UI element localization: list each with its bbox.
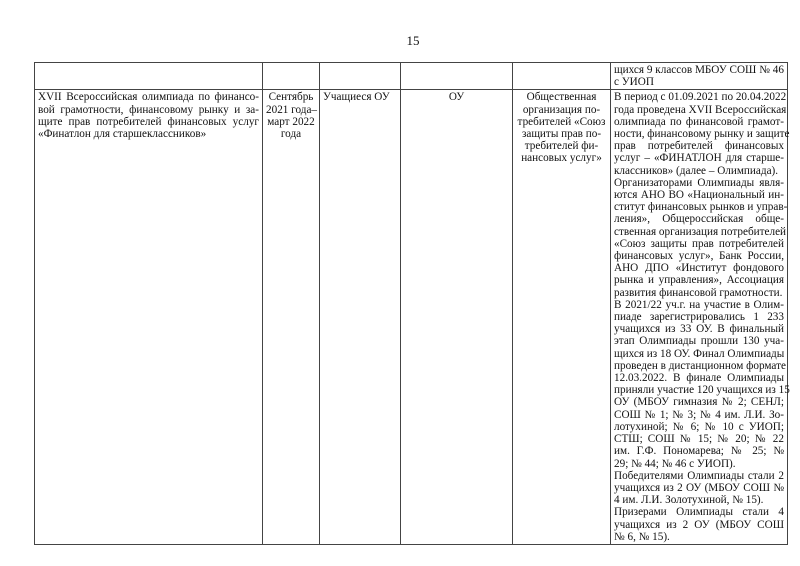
paragraph	[323, 91, 397, 103]
text-line: 2021 года–	[266, 103, 318, 116]
table-row-finatlon	[35, 90, 788, 545]
text-line: Призерами Олимпиады стали 4	[614, 506, 784, 519]
text-line: № 6, № 15).	[614, 530, 670, 543]
cell-event	[35, 90, 263, 545]
paragraph	[614, 64, 784, 88]
text-line: «Финатлон для старшеклассников»	[38, 128, 207, 141]
text-line: защиты прав по-	[521, 128, 602, 141]
text-line: 4 им. Л.И. Золотухиной, № 15).	[614, 494, 764, 507]
text-line: олимпиада по финансовой грамот-	[614, 115, 784, 128]
cell-report	[611, 90, 788, 545]
page-number: 15	[406, 33, 420, 48]
text-line: услуг – «ФИНАТЛОН для старше-	[614, 152, 784, 165]
text-line: проведен в дистанционном формате	[614, 359, 786, 372]
paragraph	[614, 91, 790, 177]
text-line: организация по-	[522, 103, 601, 116]
text-line: В 2021/22 уч.г. на участие в Олим-	[614, 298, 784, 311]
text-line: ститут финансовых рынков и управ-	[614, 201, 788, 214]
text-line: этап Олимпиады прошли 130 уча-	[614, 335, 784, 348]
paragraph	[614, 506, 784, 543]
text-line: ются АНО ВО «Национальный ин-	[614, 189, 784, 202]
cell-organizer	[513, 63, 611, 90]
cell-executor	[401, 63, 513, 90]
paragraph	[38, 91, 259, 140]
cell-report	[611, 63, 788, 90]
text-line: ления», Общероссийская обще-	[614, 213, 784, 226]
cell-executor	[401, 90, 513, 545]
text-line: классников» (далее – Олимпиада).	[614, 164, 779, 177]
text-line: щите прав потребителей финансовых услуг	[38, 115, 259, 128]
text-line: ОУ (МБОУ гимназия № 2; СЕНЛ;	[614, 396, 784, 409]
paragraph	[516, 91, 607, 164]
cell-participants	[320, 63, 401, 90]
text-line: требителей «Союз	[517, 115, 606, 128]
text-line: года проведена XVII Всероссийская	[614, 103, 787, 116]
text-line: щихся из 18 ОУ. Финал Олимпиады	[614, 347, 785, 360]
text-line: АНО ДПО «Институт фондового	[614, 262, 784, 275]
text-line: года	[280, 128, 302, 141]
text-line: рынка и управления», Ассоциация	[614, 274, 784, 287]
text-line: СТШ; СОШ № 15; № 20; № 22	[614, 433, 784, 446]
text-line: Победителями Олимпиады стали 2	[614, 469, 784, 482]
text-line: В период с 01.09.2021 по 20.04.2022	[614, 91, 787, 104]
paragraph	[266, 91, 316, 140]
cell-organizer	[513, 90, 611, 545]
text-line: учащихся из 33 ОУ. В финальный	[614, 323, 784, 336]
text-line: приняли участие 120 учащихся из 15	[614, 384, 790, 397]
text-line: пиаде зарегистрировались 1 233	[614, 311, 784, 324]
text-line: Сентябрь	[268, 91, 314, 104]
text-line: Общественная	[526, 91, 597, 104]
cell-dates	[263, 90, 320, 545]
text-line: март 2022	[267, 115, 315, 128]
text-line: финансовых услуг», Банк России,	[614, 250, 784, 263]
text-line: нансовых услуг»	[521, 152, 602, 165]
text-line: ности, финансовому рынку и защите	[614, 128, 790, 141]
text-line: учащихся из 2 ОУ (МБОУ СОШ №	[614, 481, 784, 494]
text-line: вой грамотности, финансовому рынку и за-	[38, 103, 259, 116]
text-line: ОУ	[448, 91, 465, 104]
text-line: 12.03.2022. В финале Олимпиады	[614, 372, 784, 385]
cell-dates	[263, 63, 320, 90]
paragraph	[614, 470, 784, 507]
text-line: Организаторами Олимпиады явля-	[614, 176, 784, 189]
cell-event	[35, 63, 263, 90]
text-line: «Союз защиты прав потребителей	[614, 237, 784, 250]
cell-participants	[320, 90, 401, 545]
text-line: лотухиной; № 6; № 10 с УИОП;	[614, 420, 784, 433]
text-line: с УИОП	[614, 76, 654, 89]
text-line: Учащиеся ОУ	[323, 91, 390, 104]
paragraph	[614, 298, 790, 470]
text-line: требителей фи-	[524, 140, 599, 153]
text-line: СОШ № 1; № 3; № 4 им. Л.И. Зо-	[614, 408, 784, 421]
text-line: учащихся из 2 ОУ (МБОУ СОШ	[614, 518, 784, 531]
text-line: 29; № 44; № 46 с УИОП).	[614, 457, 736, 470]
text-line: им. Г.Ф. Пономарева; № 25; №	[614, 445, 784, 458]
table-row-continued	[35, 63, 788, 90]
text-line: щихся 9 классов МБОУ СОШ № 46	[614, 64, 784, 76]
report-table	[34, 62, 788, 545]
paragraph	[404, 91, 509, 103]
paragraph	[614, 176, 788, 299]
text-line: развития финансовой грамотности.	[614, 286, 783, 299]
text-line: ственная организация потребителей	[614, 225, 787, 238]
text-line: XVII Всероссийская олимпиада по финансо-	[38, 91, 259, 104]
text-line: прав потребителей финансовых	[614, 140, 784, 153]
